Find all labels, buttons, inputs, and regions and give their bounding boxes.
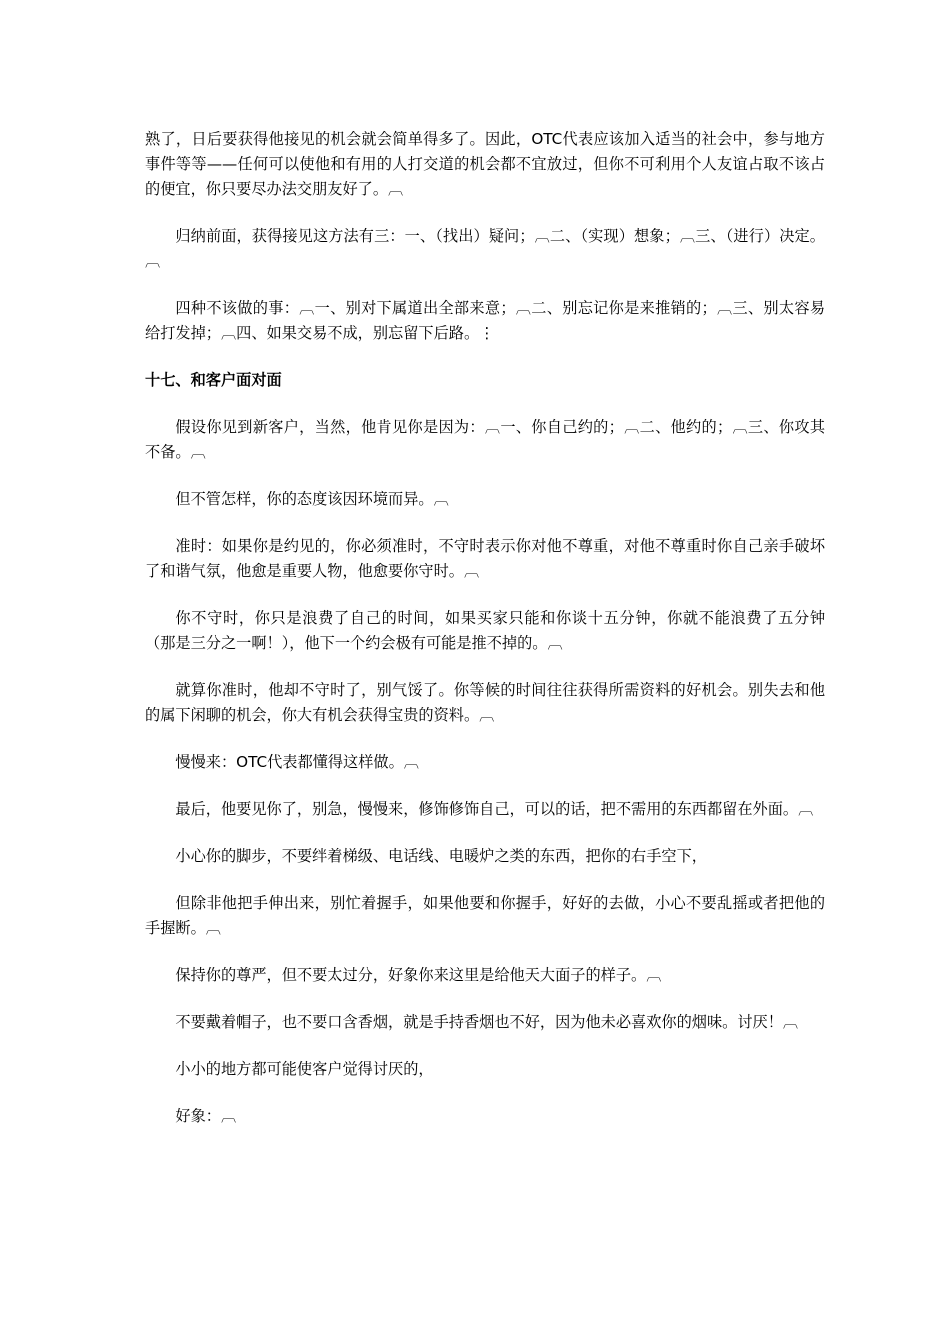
- paragraph: 最后，他要见你了，别急，慢慢来，修饰修饰自己，可以的话，把不需用的东西都留在外面。︹: [175, 800, 814, 818]
- paragraph-four-donts: 四种不该做的事：︹一、别对下属道出全部来意；︹二、别忘记你是来推销的；︹三、别太容易给打发掉；︹四、如果交易不成，别忘留下后路。⋮: [145, 299, 825, 342]
- paragraph: 好象：︹: [175, 1107, 237, 1125]
- paragraph-continuation: 熟了，日后要获得他接见的机会就会简单得多了。因此，OTC代表应该加入适当的社会中，参与地方事件等等——任何可以使他和有用的人打交道的机会都不宜放过，但你不可利用个人友谊占取不该占的便宜，你只要尽办法交朋友好了。︹: [145, 130, 825, 198]
- section-heading: 十七、和客户面对面: [145, 371, 282, 389]
- paragraph: 你不守时，你只是浪费了自己的时间，如果买家只能和你谈十五分钟，你就不能浪费了五分钟（那是三分之一啊！），他下一个约会极有可能是推不掉的。︹: [145, 609, 825, 652]
- paragraph: 不要戴着帽子，也不要口含香烟，就是手持香烟也不好，因为他未必喜欢你的烟味。讨厌！︹: [175, 1013, 799, 1031]
- paragraph: 保持你的尊严，但不要太过分，好象你来这里是给他天大面子的样子。︹: [175, 966, 662, 984]
- document-page: [145, 127, 825, 1151]
- paragraph: 准时：如果你是约见的，你必须准时，不守时表示你对他不尊重，对他不尊重时你自己亲手破坏了和谐气氛，他愈是重要人物，他愈要你守时。︹: [145, 537, 825, 580]
- paragraph: 就算你准时，他却不守时了，别气馁了。你等候的时间往往获得所需资料的好机会。别失去和他的属下闲聊的机会，你大有机会获得宝贵的资料。︹: [145, 681, 825, 724]
- paragraph: 假设你见到新客户，当然，他肯见你是因为：︹一、你自己约的；︹二、他约的；︹三、你攻其不备。︹: [145, 418, 825, 461]
- paragraph: 小心你的脚步，不要绊着梯级、电话线、电暖炉之类的东西，把你的右手空下，: [175, 847, 707, 865]
- paragraph: 小小的地方都可能使客户觉得讨厌的，: [175, 1060, 434, 1078]
- paragraph: 但除非他把手伸出来，别忙着握手，如果他要和你握手，好好的去做，小心不要乱摇或者把他的手握断。︹: [145, 894, 825, 937]
- paragraph: 但不管怎样，你的态度该因环境而异。︹: [175, 490, 449, 508]
- paragraph: 慢慢来：OTC代表都懂得这样做。︹: [175, 753, 419, 771]
- paragraph-summary: 归纳前面，获得接见这方法有三：一、（找出）疑问；︹二、（实现）想象；︹三、（进行）决定。︹: [145, 227, 825, 270]
